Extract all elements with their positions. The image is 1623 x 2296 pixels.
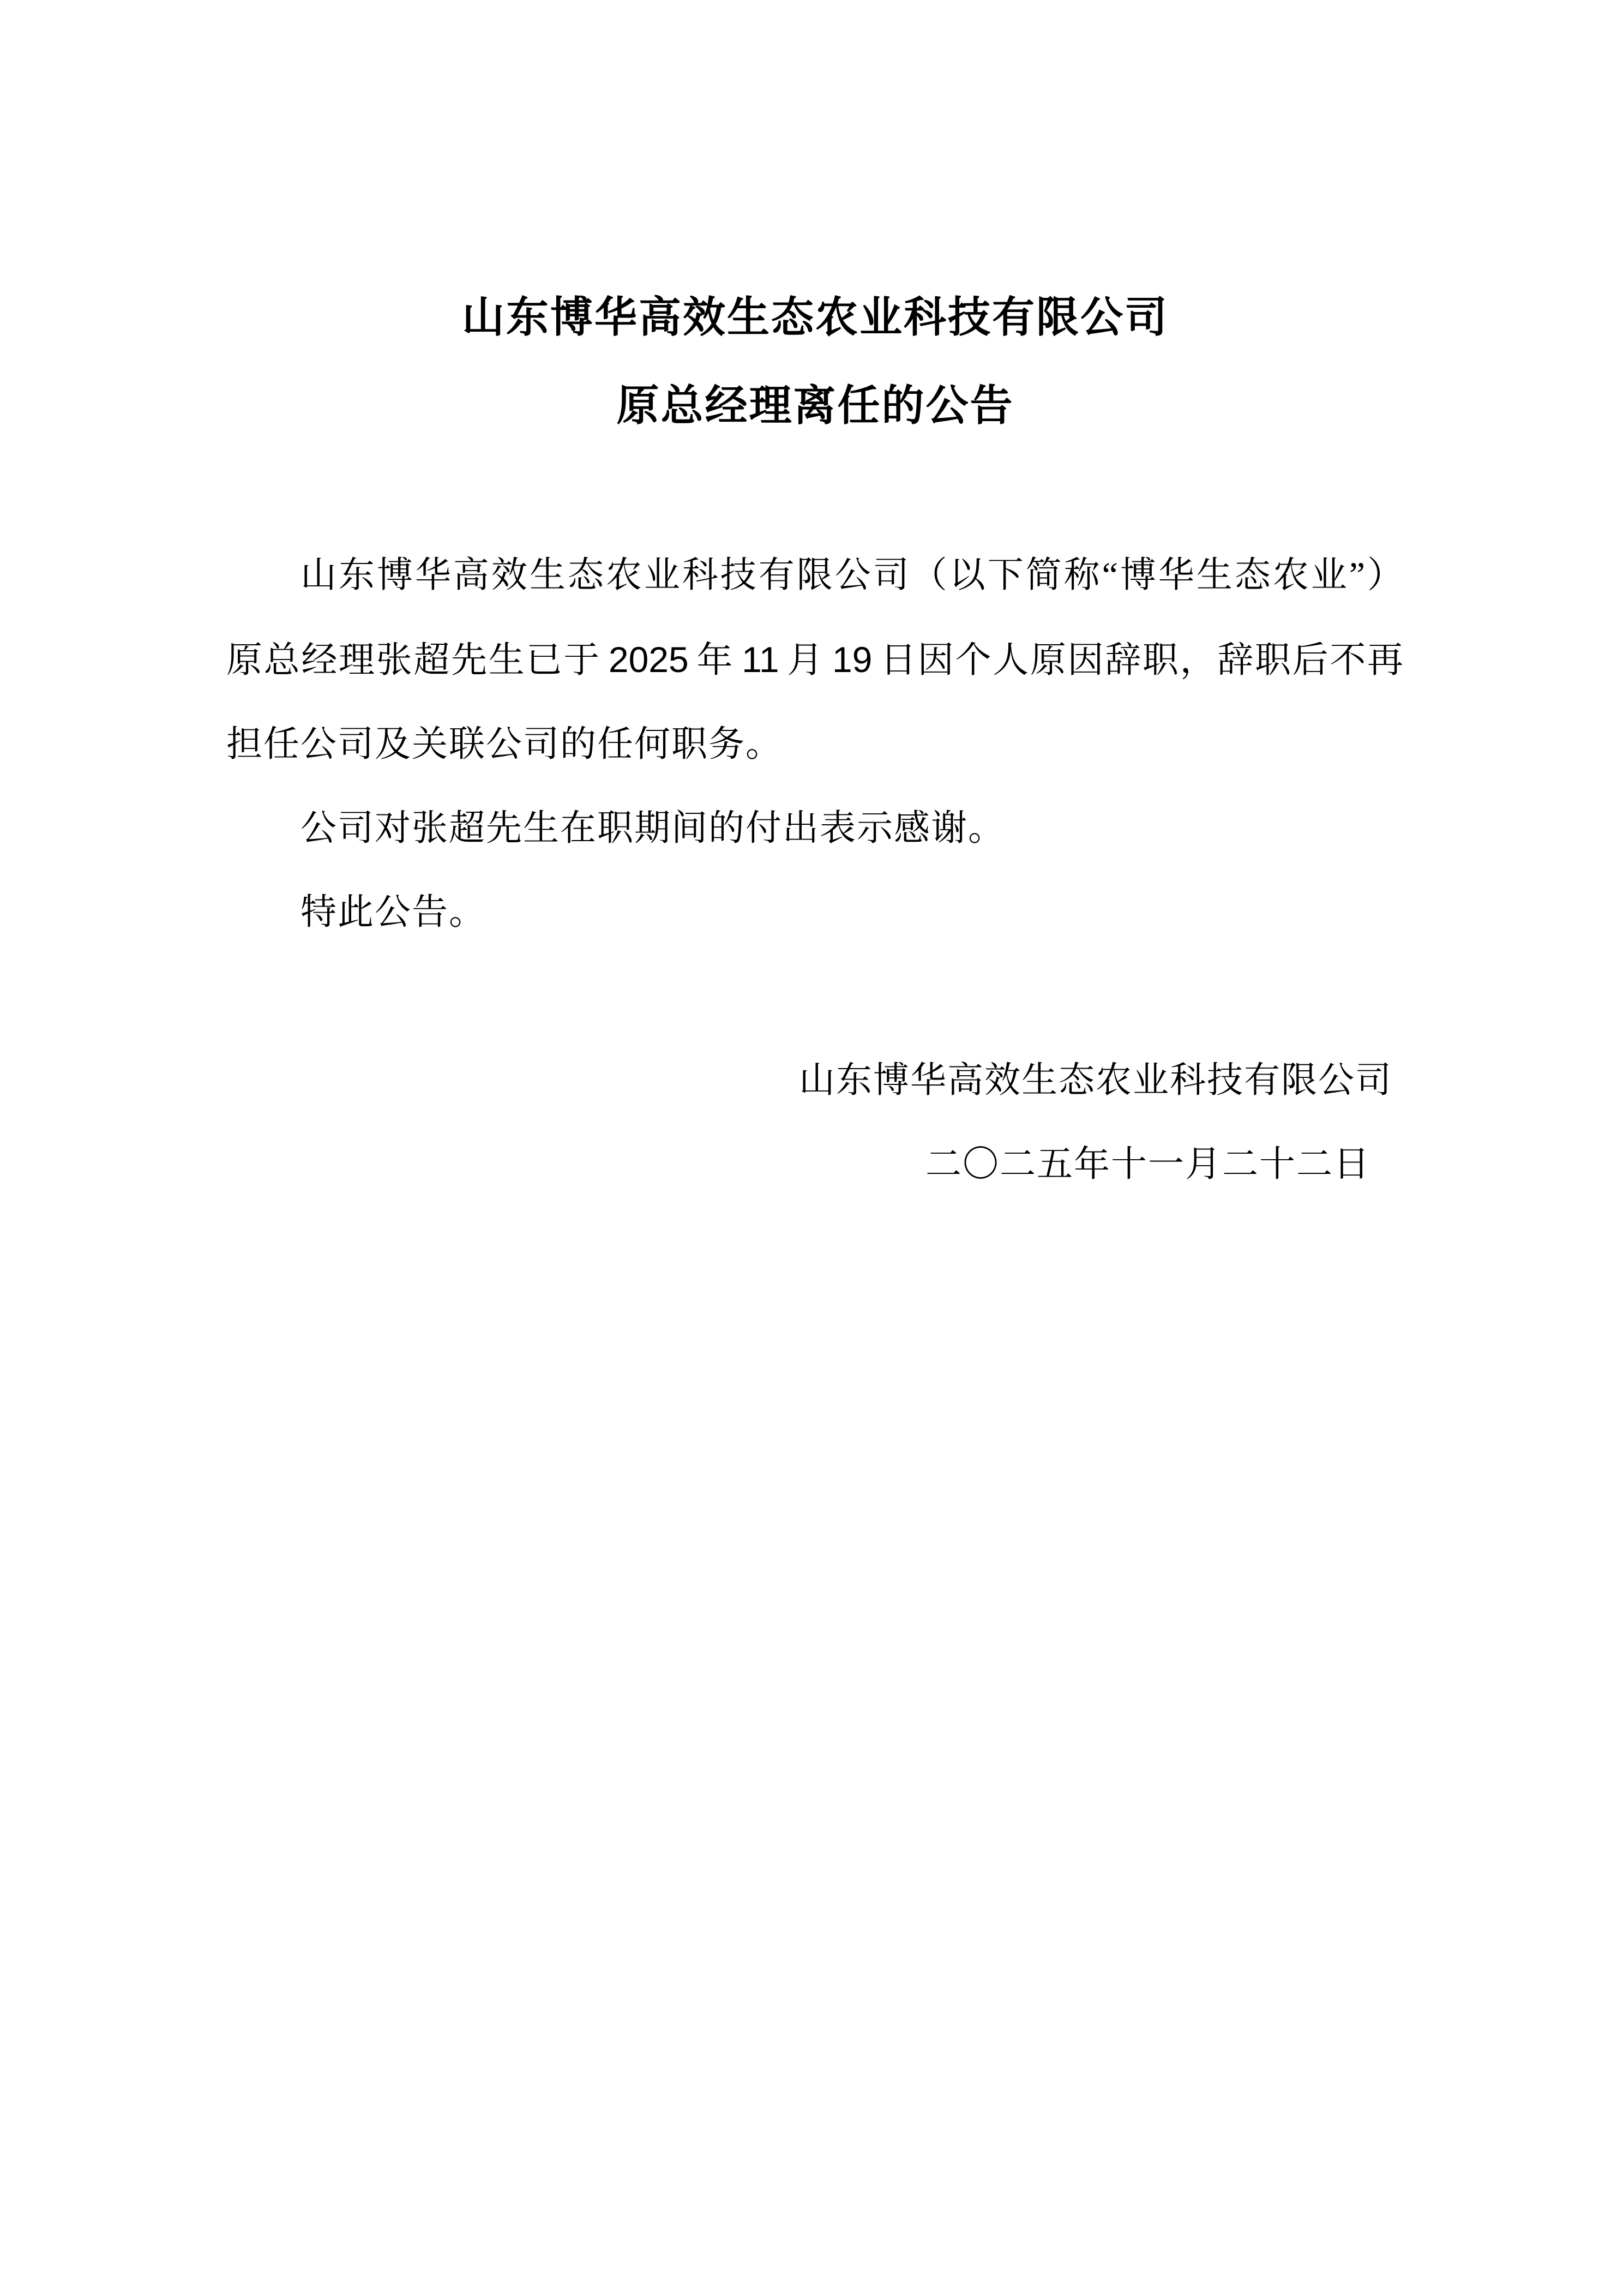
- body-paragraph-resignation: [226, 533, 1404, 787]
- signature-block: [226, 1039, 1404, 1207]
- body-paragraph-thanks: 公司对张超先生在职期间的付出表示感谢。: [300, 808, 1005, 848]
- paragraph-year-number: 2025: [608, 639, 689, 680]
- paragraph-day-number: 19: [832, 639, 873, 680]
- spacer: [226, 955, 1404, 1039]
- spacer: [226, 449, 1404, 533]
- paragraph-text-segment: 月: [786, 640, 825, 680]
- page-title-announcement: 原总经理离任的公告: [616, 381, 1014, 429]
- paragraph-month-number: 11: [742, 639, 779, 680]
- paragraph-text-segment: 山东博华高效生态农业科技有限公司（以下简称“博华生态农业”）原总经理张超先生已于: [226, 555, 1404, 680]
- paragraph-text-segment: 日因个人原因辞职，辞职后不再担任公司及关联公司的任何职务。: [226, 640, 1405, 764]
- signature-date: 二〇二五年十一月二十二日: [925, 1144, 1370, 1184]
- body-paragraph-closing: 特此公告。: [300, 892, 486, 932]
- page-title-company-name: 山东博华高效生态农业科技有限公司: [461, 293, 1169, 341]
- signature-company-name: 山东博华高效生态农业科技有限公司: [799, 1060, 1392, 1100]
- paragraph-text-segment: 年: [696, 640, 735, 680]
